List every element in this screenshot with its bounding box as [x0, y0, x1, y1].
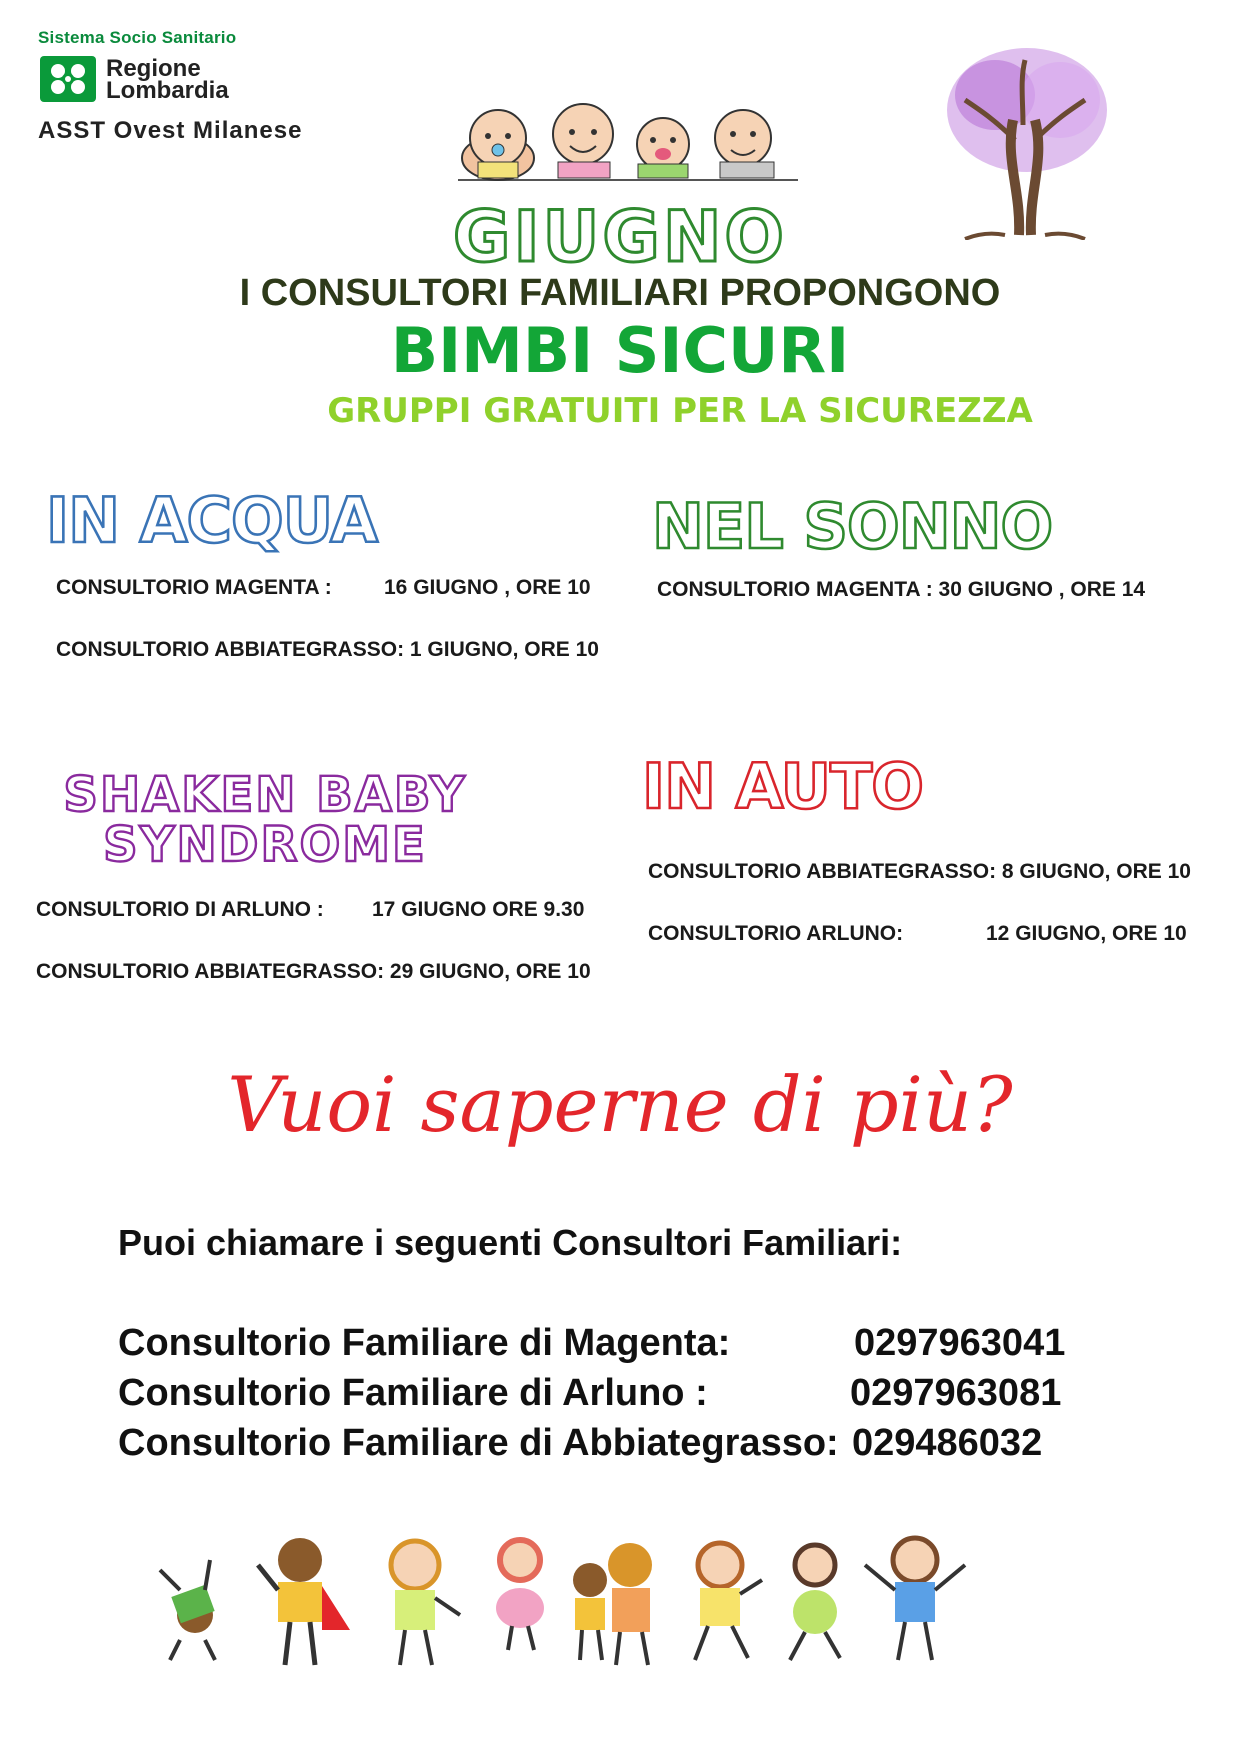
shaken-row-1-label: CONSULTORIO DI ARLUNO : [36, 898, 324, 921]
contact-row-arluno [118, 1372, 1098, 1415]
contact-name-magenta: Consultorio Familiare di Magenta: [118, 1322, 731, 1364]
intro-line: I CONSULTORI FAMILIARI PROPONGONO [239, 272, 1001, 314]
contacts-intro: Puoi chiamare i seguenti Consultori Familiari: [118, 1222, 903, 1263]
auto-row-1 [648, 860, 1191, 884]
section-heading-sonno: NEL SONNO [652, 490, 1053, 563]
month-title: GIUGNO [453, 196, 787, 278]
contact-phone-magenta: 0297963041 [854, 1322, 1066, 1364]
shaken-row-1 [36, 898, 596, 922]
section-heading-shaken-line2: SYNDROME [103, 817, 427, 873]
auto-row-2 [648, 922, 1208, 946]
section-heading-auto: IN AUTO [642, 750, 923, 823]
section-heading-shaken [40, 767, 490, 873]
question-title: Vuoi saperne di più? [227, 1060, 1013, 1149]
logo-top-line: Sistema Socio Sanitario [38, 28, 237, 47]
acqua-row-1-when: 16 GIUGNO , ORE 10 [384, 576, 591, 599]
logo-region-line2: Lombardia [106, 77, 229, 104]
acqua-row-1 [56, 576, 596, 600]
babies-illustration-icon [448, 100, 808, 190]
children-illustration-icon [150, 1520, 1050, 1670]
logo-region [106, 55, 229, 104]
contact-phone-abbiategrasso: 029486032 [852, 1422, 1043, 1464]
auto-row-1-label: CONSULTORIO ABBIATEGRASSO: 8 GIUGNO, ORE 10 [648, 860, 1191, 883]
auto-row-2-label: CONSULTORIO ARLUNO: [648, 922, 904, 945]
acqua-row-2-label: CONSULTORIO ABBIATEGRASSO: 1 GIUGNO, ORE 10 [56, 638, 599, 661]
main-title: BIMBI SICURI [390, 314, 850, 387]
logo-asst: ASST Ovest Milanese [38, 117, 303, 144]
section-heading-shaken-line1: SHAKEN BABY [63, 767, 467, 823]
section-heading-acqua: IN ACQUA [46, 484, 378, 557]
auto-row-2-when: 12 GIUGNO, ORE 10 [986, 922, 1187, 945]
contact-row-magenta [118, 1322, 1098, 1365]
contact-phone-arluno: 0297963081 [850, 1372, 1062, 1414]
sonno-row-1 [657, 578, 1145, 602]
acqua-row-1-label: CONSULTORIO MAGENTA : [56, 576, 332, 599]
subtitle: GRUPPI GRATUITI PER LA SICUREZZA [327, 391, 1033, 431]
contact-name-abbiategrasso: Consultorio Familiare di Abbiategrasso: [118, 1422, 839, 1464]
regione-lombardia-logo-icon [40, 56, 96, 102]
contact-row-abbiategrasso [118, 1422, 1098, 1465]
shaken-row-1-when: 17 GIUGNO ORE 9.30 [372, 898, 585, 921]
contact-name-arluno: Consultorio Familiare di Arluno : [118, 1372, 708, 1414]
sonno-row-1-label: CONSULTORIO MAGENTA : 30 GIUGNO , ORE 14 [657, 578, 1146, 601]
logo-region-line1: Regione [106, 55, 201, 82]
acqua-row-2 [56, 638, 599, 662]
shaken-row-2 [36, 960, 591, 984]
shaken-row-2-label: CONSULTORIO ABBIATEGRASSO: 29 GIUGNO, ORE 10 [36, 960, 591, 983]
